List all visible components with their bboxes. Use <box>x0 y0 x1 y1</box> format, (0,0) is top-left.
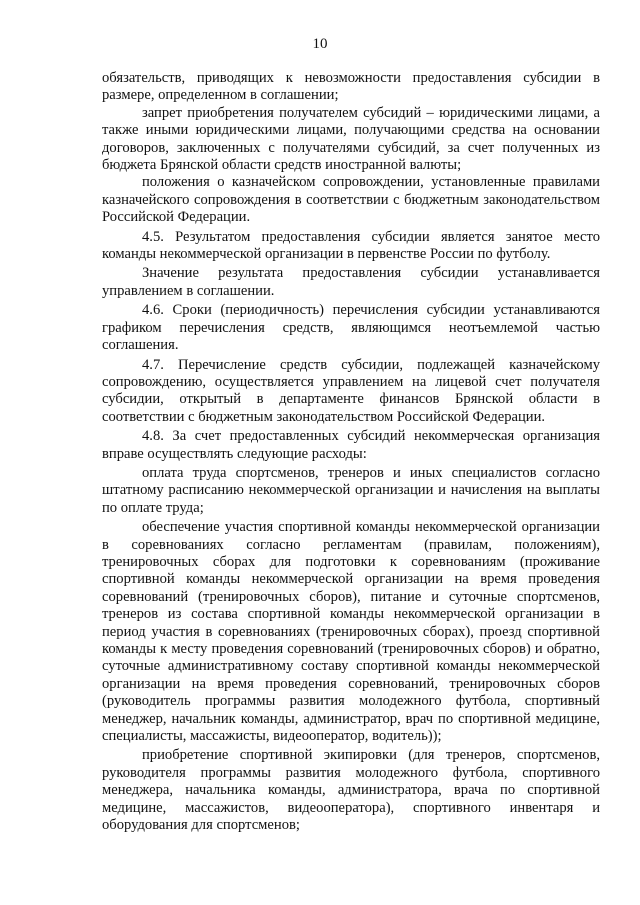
list-item-competitions: обеспечение участия спортивной команды некоммерческой организации в соревнованиях согласно регламентам (правилам, положениям), тренировочных сборах для подготовки к соревнованиям (проживание спортивной команды некоммерческой организации на время проведения соревнований (тренировочных сборов), питание и суточные спортсменов, тренеров из состава спортивной команды некоммерческой организации в период участия в соревнованиях (тренировочных сборах), проезд спортивной команды к месту проведения соревнований (тренировочных сборов) и обратно, суточные административному составу спортивной команды некоммерческой организации на время проведения соревнований, тренировочных сборов (руководитель программы развития молодежного футбола, спортивный менеджер, начальник команды, администратор, врач по спортивной медицине, специалисты, массажисты, видеооператор, водитель)); <box>102 519 600 745</box>
page-number: 10 <box>312 36 328 52</box>
document-body <box>102 70 600 834</box>
list-item-equipment: приобретение спортивной экипировки (для тренеров, спортсменов, руководителя программы развития молодежного футбола, спортивного менеджера, начальника команды, администратора, врача по спортивной медицине, массажистов, видеооператора), спортивного инвентаря и оборудования для спортсменов; <box>102 747 600 834</box>
paragraph-result-value: Значение результата предоставления субсидии устанавливается управлением в соглашении. <box>102 265 600 299</box>
list-item-salary: оплата труда спортсменов, тренеров и иных специалистов согласно штатному расписанию некоммерческой организации и начисления на выплаты по оплате труда; <box>102 464 600 516</box>
paragraph-4-7: 4.7. Перечисление средств субсидии, подлежащей казначейскому сопровождению, осуществляется управлением на лицевой счет получателя субсидии, открытый в департаменте финансов Брянской области в соответствии с бюджетным законодательством Российской Федерации. <box>102 356 600 425</box>
paragraph-obligations: обязательств, приводящих к невозможности предоставления субсидии в размере, определенном в соглашении; <box>102 70 600 104</box>
paragraph-4-5: 4.5. Результатом предоставления субсидии является занятое место команды некоммерческой организации в первенстве России по футболу. <box>102 228 600 263</box>
paragraph-treasury-support: положения о казначейском сопровождении, установленные правилами казначейского сопровождения в соответствии с бюджетным законодательством Российской Федерации. <box>102 174 600 226</box>
paragraph-4-6: 4.6. Сроки (периодичность) перечисления субсидии устанавливаются графиком перечисления средств, являющимся неотъемлемой частью соглашения. <box>102 302 600 354</box>
paragraph-currency-ban: запрет приобретения получателем субсидий – юридическими лицами, а также иными юридическими лицами, получающими средства на основании договоров, заключенных с получателями субсидий, за счет полученных из бюджета Брянской области средств иностранной валюты; <box>102 104 600 174</box>
paragraph-4-8: 4.8. За счет предоставленных субсидий некоммерческая организация вправе осуществлять следующие расходы: <box>102 428 600 462</box>
